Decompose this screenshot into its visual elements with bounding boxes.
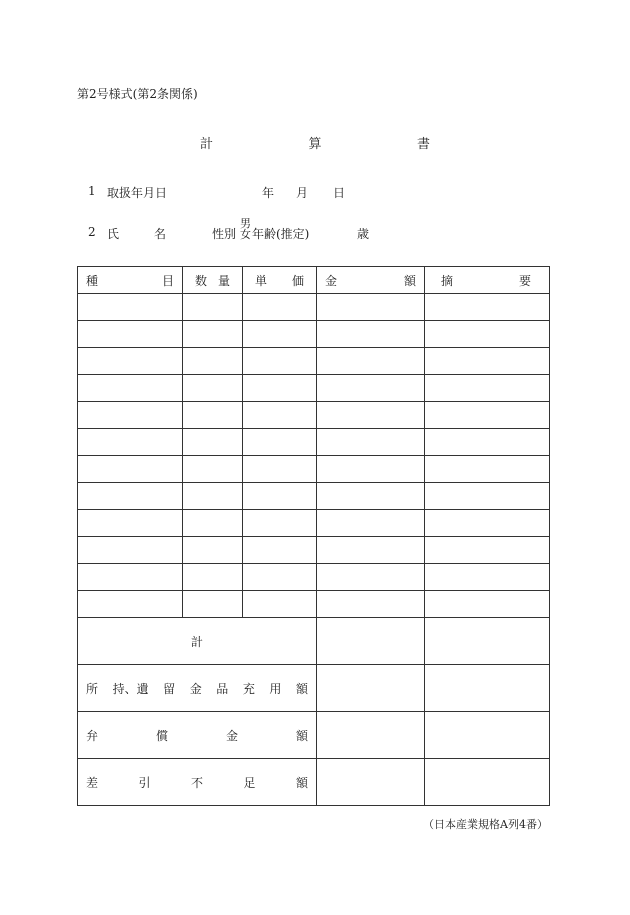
amount-cell[interactable]: [317, 591, 425, 618]
quantity-cell[interactable]: [183, 294, 243, 321]
header-unit-price: [243, 267, 317, 294]
remarks-cell[interactable]: [425, 564, 550, 591]
quantity-cell[interactable]: [183, 348, 243, 375]
total-label: 計: [190, 634, 203, 649]
remarks-cell[interactable]: [425, 510, 550, 537]
unit-price-cell[interactable]: [243, 429, 317, 456]
table-row: [78, 537, 550, 564]
table-row: [78, 429, 550, 456]
quantity-cell[interactable]: [183, 537, 243, 564]
month-label: 月: [296, 186, 309, 200]
summary-amount-cell[interactable]: [317, 759, 425, 806]
remarks-cell[interactable]: [425, 375, 550, 402]
remarks-cell[interactable]: [425, 591, 550, 618]
unit-price-cell[interactable]: [243, 348, 317, 375]
unit-price-cell[interactable]: [243, 456, 317, 483]
quantity-cell[interactable]: [183, 402, 243, 429]
header-char: 目: [161, 273, 174, 288]
remarks-cell[interactable]: [425, 348, 550, 375]
summary-char: 品: [216, 681, 229, 696]
name-label-mei: 名: [154, 227, 167, 241]
item-cell[interactable]: [78, 294, 183, 321]
document-title: [200, 133, 430, 152]
quantity-cell[interactable]: [183, 510, 243, 537]
summary-char: 額: [295, 681, 308, 696]
unit-price-cell[interactable]: [243, 321, 317, 348]
item-cell[interactable]: [78, 348, 183, 375]
summary-label-cell: [78, 759, 317, 806]
name-label-shi: 氏: [107, 227, 120, 241]
amount-cell[interactable]: [317, 429, 425, 456]
total-row: [78, 618, 550, 665]
item-number-1: 1: [88, 184, 96, 198]
remarks-cell[interactable]: [425, 456, 550, 483]
header-char: 額: [403, 273, 416, 288]
quantity-cell[interactable]: [183, 321, 243, 348]
female-option: 女: [240, 228, 251, 241]
summary-remarks-cell[interactable]: [425, 712, 550, 759]
amount-cell[interactable]: [317, 294, 425, 321]
summary-amount-cell[interactable]: [317, 712, 425, 759]
table-row: [78, 564, 550, 591]
header-char: 数: [195, 273, 208, 288]
remarks-cell[interactable]: [425, 429, 550, 456]
day-label: 日: [333, 186, 346, 200]
header-quantity: [183, 267, 243, 294]
unit-price-cell[interactable]: [243, 537, 317, 564]
age-unit: 歳: [357, 227, 370, 241]
sex-options: [240, 218, 251, 240]
item-cell[interactable]: [78, 402, 183, 429]
table-row: [78, 402, 550, 429]
summary-char: 引: [138, 775, 151, 790]
header-char: 金: [325, 273, 338, 288]
remarks-cell[interactable]: [425, 294, 550, 321]
header-char: 摘: [441, 273, 454, 288]
remarks-cell[interactable]: [425, 483, 550, 510]
summary-char: 差: [86, 775, 99, 790]
summary-row-shortfall: [78, 759, 550, 806]
summary-char: 償: [155, 728, 168, 743]
item-cell[interactable]: [78, 591, 183, 618]
age-label: 年齢(推定): [252, 227, 310, 241]
male-option: 男: [240, 217, 251, 230]
summary-label-cell: [78, 712, 317, 759]
item-cell[interactable]: [78, 456, 183, 483]
item-cell[interactable]: [78, 375, 183, 402]
handling-date-label: 取扱年月日: [107, 186, 168, 200]
header-char: 要: [518, 273, 531, 288]
calculation-table: [77, 266, 550, 806]
header-char: 価: [291, 273, 304, 288]
summary-char: 金: [189, 681, 202, 696]
amount-cell[interactable]: [317, 375, 425, 402]
table-row: [78, 591, 550, 618]
item-cell[interactable]: [78, 564, 183, 591]
amount-cell[interactable]: [317, 348, 425, 375]
paper-size-note: （日本産業規格A列4番）: [423, 818, 548, 831]
table-row: [78, 294, 550, 321]
item-cell[interactable]: [78, 483, 183, 510]
total-amount-cell[interactable]: [317, 618, 425, 665]
summary-char: 不: [190, 775, 203, 790]
unit-price-cell[interactable]: [243, 591, 317, 618]
amount-cell[interactable]: [317, 564, 425, 591]
amount-cell[interactable]: [317, 510, 425, 537]
item-cell[interactable]: [78, 321, 183, 348]
unit-price-cell[interactable]: [243, 510, 317, 537]
amount-cell[interactable]: [317, 321, 425, 348]
item-cell[interactable]: [78, 537, 183, 564]
header-item: [78, 267, 183, 294]
amount-cell[interactable]: [317, 537, 425, 564]
total-remarks-cell[interactable]: [425, 618, 550, 665]
item-cell[interactable]: [78, 510, 183, 537]
item-cell[interactable]: [78, 429, 183, 456]
item-number-2: 2: [88, 225, 96, 239]
summary-char: 充: [242, 681, 255, 696]
title-char: 書: [416, 137, 430, 152]
total-label-cell: [78, 618, 317, 665]
table-row: [78, 483, 550, 510]
sex-label: 性別: [212, 227, 237, 241]
quantity-cell[interactable]: [183, 591, 243, 618]
table-row: [78, 456, 550, 483]
table-header-row: [78, 267, 550, 294]
summary-char: 所: [86, 681, 99, 696]
amount-cell[interactable]: [317, 402, 425, 429]
table-row: [78, 348, 550, 375]
quantity-cell[interactable]: [183, 564, 243, 591]
summary-char: 額: [295, 775, 308, 790]
table-row: [78, 510, 550, 537]
form-number: 第2号様式(第2条関係): [77, 87, 198, 101]
unit-price-cell[interactable]: [243, 564, 317, 591]
amount-cell[interactable]: [317, 483, 425, 510]
header-amount: [317, 267, 425, 294]
unit-price-cell[interactable]: [243, 402, 317, 429]
amount-cell[interactable]: [317, 456, 425, 483]
summary-char: 金: [225, 728, 238, 743]
year-label: 年: [262, 186, 275, 200]
table-row: [78, 375, 550, 402]
summary-char: 持、遺: [112, 681, 149, 696]
summary-char: 額: [295, 728, 308, 743]
quantity-cell[interactable]: [183, 483, 243, 510]
unit-price-cell[interactable]: [243, 294, 317, 321]
summary-amount-cell[interactable]: [317, 665, 425, 712]
summary-remarks-cell[interactable]: [425, 665, 550, 712]
remarks-cell[interactable]: [425, 402, 550, 429]
summary-row-possession: [78, 665, 550, 712]
remarks-cell[interactable]: [425, 321, 550, 348]
summary-row-compensation: [78, 712, 550, 759]
header-remarks: [425, 267, 550, 294]
unit-price-cell[interactable]: [243, 375, 317, 402]
quantity-cell[interactable]: [183, 375, 243, 402]
summary-label-cell: [78, 665, 317, 712]
summary-char: 用: [269, 681, 282, 696]
summary-char: 留: [163, 681, 176, 696]
header-char: 単: [255, 273, 268, 288]
remarks-cell[interactable]: [425, 537, 550, 564]
summary-char: 弁: [86, 728, 99, 743]
unit-price-cell[interactable]: [243, 483, 317, 510]
title-char: 計: [200, 137, 214, 152]
title-char: 算: [308, 137, 322, 152]
summary-char: 足: [243, 775, 256, 790]
header-char: 量: [217, 273, 230, 288]
header-char: 種: [86, 273, 99, 288]
table-row: [78, 321, 550, 348]
quantity-cell[interactable]: [183, 456, 243, 483]
quantity-cell[interactable]: [183, 429, 243, 456]
summary-remarks-cell[interactable]: [425, 759, 550, 806]
